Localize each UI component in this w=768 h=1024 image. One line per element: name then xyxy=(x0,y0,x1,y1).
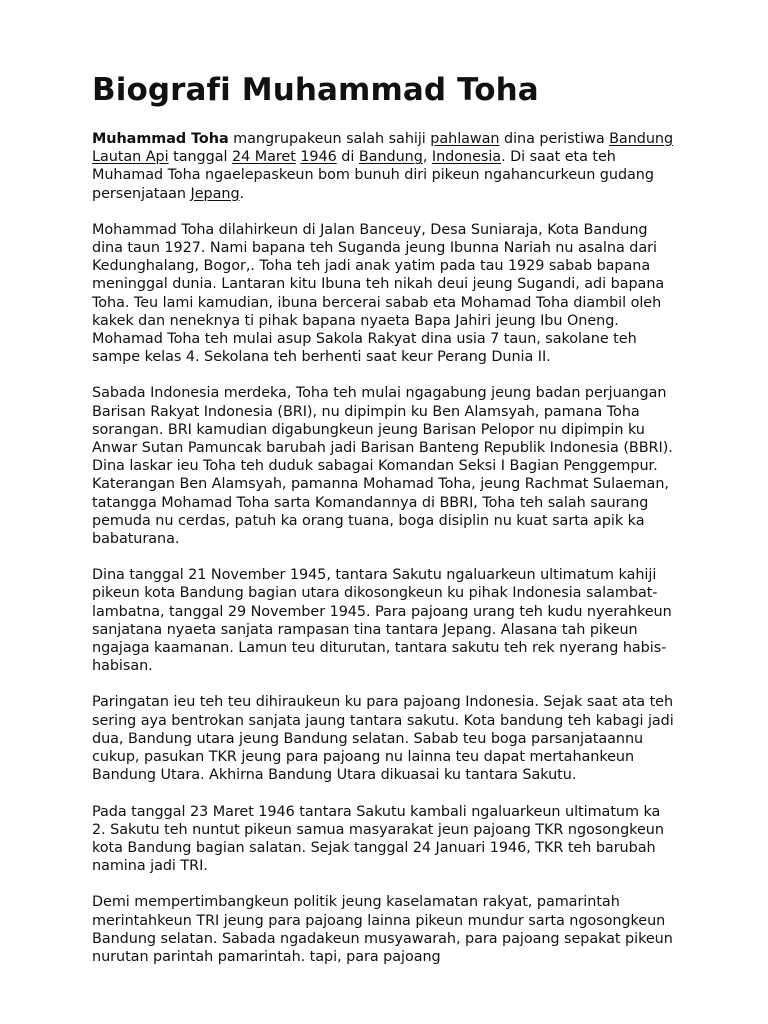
text-run: dina peristiwa xyxy=(499,131,610,147)
paragraph-bri: Sabada Indonesia merdeka, Toha teh mulai ngagabung jeung badan perjuangan Barisan Rakyat Indonesia (BRI), nu dipimpin ku Ben Alamsyah, pamana Toha sorangan. BRI kamudian digabungkeun jeung Barisan Pelopor nu dipimpin ku Anwar Sutan Pamuncak barubah jadi Barisan Banteng Republik Indonesia (BBRI). Dina laskar ieu Toha teh duduk sabagai Komandan Seksi I Bagian Penggempur. Katerangan Ben Alamsyah, pamanna Mohamad Toha, jeung Rachmat Sulaeman, tatangga Mohamad Toha sarta Komandannya di BBRI, Toha teh salah saurang pemuda nu cerdas, patuh ka orang tuana, boga disiplin nu kuat sarta apik ka babaturana. xyxy=(92,385,673,548)
text-run: . Di saat eta teh Muhamad Toha ngaelepaskeun bom bunuh diri pikeun ngahancurkeun gudang persenjataan xyxy=(92,149,654,202)
text-run: mangrupakeun salah sahiji xyxy=(228,131,431,147)
subject-name: Muhammad Toha xyxy=(92,131,229,147)
link-bandung-lautan-api[interactable]: Bandung Lautan Api xyxy=(92,131,674,166)
link-pahlawan[interactable]: pahlawan xyxy=(430,131,500,147)
text-run: di xyxy=(336,149,359,166)
paragraph-retreat: Demi mempertimbangkeun politik jeung kaselamatan rakyat, pamarintah merintahkeun TRI jeung para pajoang lainna pikeun mundur sarta ngosongkeun Bandung selatan. Sabada ngadakeun musyawarah, para pajoang sepakat pikeun nurutan parintah pamarintah. tapi, para pajoang xyxy=(92,894,673,965)
page-title: Biografi Muhammad Toha xyxy=(92,72,539,108)
link-indonesia[interactable]: Indonesia xyxy=(431,149,502,166)
paragraph-intro xyxy=(92,130,676,203)
text-run: , xyxy=(422,149,432,166)
paragraph-warning: Paringatan ieu teh teu dihiraukeun ku para pajoang Indonesia. Sejak saat ata teh sering aya bentrokan sanjata jaung tantara sakutu. Kota bandung teh kabagi jadi dua, Bandung utara jeung Bandung selatan. Sabab teu boga parsanjataannu cukup, pasukan TKR jeung para pajoang nu lainna teu dapat mertahankeun Bandung Utara. Akhirna Bandung Utara dikuasai ku tantara Sakutu. xyxy=(92,694,674,784)
link-24-maret[interactable]: 24 Maret xyxy=(231,149,296,166)
link-1946[interactable]: 1946 xyxy=(300,149,337,166)
text-run: . xyxy=(239,185,245,202)
paragraph-ultimatum-2: Pada tanggal 23 Maret 1946 tantara Sakutu kambali ngaluarkeun ultimatum ka 2. Sakutu teh nuntut pikeun samua masyarakat jeun pajoang TKR ngosongkeun kota Bandung bagian salatan. Sejak tanggal 24 Januari 1946, TKR teh barubah namina jadi TRI. xyxy=(92,803,664,875)
text-run: tanggal xyxy=(168,149,232,166)
link-jepang[interactable]: Jepang xyxy=(190,185,240,202)
paragraph-early-life: Mohammad Toha dilahirkeun di Jalan Banceuy, Desa Suniaraja, Kota Bandung dina taun 1927. Nami bapana teh Suganda jeung Ibunna Nariah nu asalna dari Kedunghalang, Bogor,. Toha teh jadi anak yatim pada tau 1929 sabab bapana meninggal dunia. Lantaran kitu Ibuna teh nikah deui jeung Sugandi, adi bapana Toha. Teu lami kamudian, ibuna bercerai sabab eta Mohamad Toha diambil oleh kakek dan neneknya ti pihak bapana nyaeta Bapa Jahiri jeung Ibu Oneng. Mohamad Toha teh mulai asup Sakola Rakyat dina usia 7 taun, sakolane teh sampe kelas 4. Sekolana teh berhenti saat keur Perang Dunia II. xyxy=(92,221,665,366)
link-bandung[interactable]: Bandung xyxy=(358,149,423,166)
paragraph-ultimatum-1: Dina tanggal 21 November 1945, tantara Sakutu ngaluarkeun ultimatum kahiji pikeun kota Bandung bagian utara dikosongkeun ku pihak Indonesia salambat-lambatna, tanggal 29 November 1945. Para pajoang urang teh kudu nyerahkeun sanjatana nyaeta sanjata rampasan tina tantara Jepang. Alasana tah pikeun ngajaga kaamanan. Lamun teu diturutan, tantara sakutu teh rek nyerang habis-habisan. xyxy=(92,567,672,675)
document-page xyxy=(92,70,676,984)
